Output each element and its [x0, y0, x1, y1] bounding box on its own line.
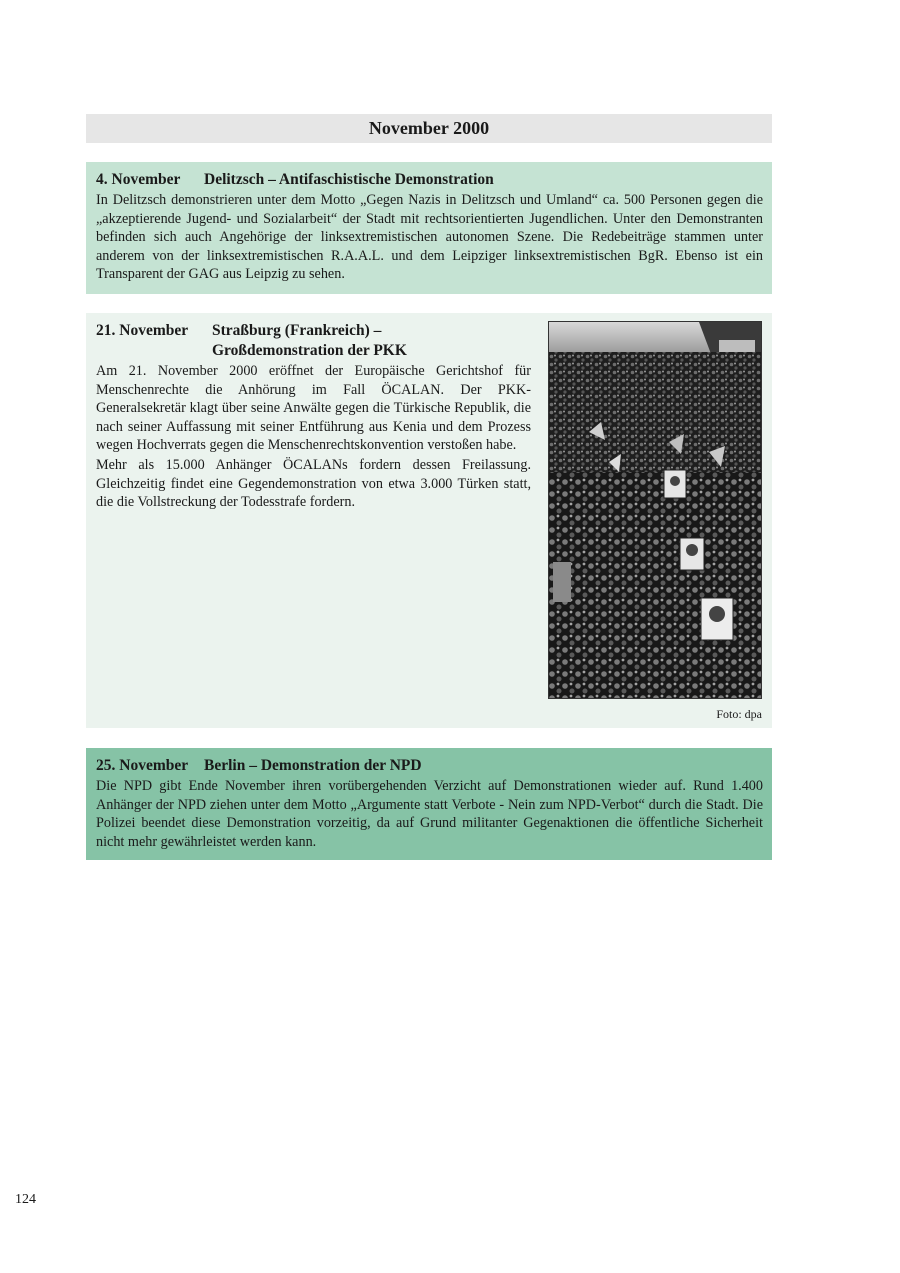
entry-25-november: [86, 748, 772, 860]
photo-credit: Foto: dpa: [716, 707, 762, 721]
demonstration-photo: [548, 321, 762, 699]
entry-title-line2: Großdemonstration der PKK: [212, 342, 407, 359]
entry-21-november: [86, 313, 772, 728]
entry-date: 21. November: [96, 322, 189, 339]
entry-4-november: [86, 162, 772, 294]
entry-title-line1: Straßburg (Frankreich) –: [212, 322, 382, 339]
entry-title: Berlin – Demonstration der NPD: [204, 757, 422, 774]
entry-title: Delitzsch – Antifaschistische Demonstration: [204, 171, 494, 188]
entry-heading: [96, 321, 531, 361]
entry-text-paragraph-2: Mehr als 15.000 Anhänger ÖCALANs fordern dessen Freilassung. Gleichzeitig findet eine Gegendemonstration von etwa 3.000 Türken statt, die die Vollstreckung der Todesstrafe fordern.: [96, 456, 531, 511]
entry-text: Die NPD gibt Ende November ihren vorübergehenden Verzicht auf Demonstrationen wieder auf. Rund 1.400 Anhänger der NPD ziehen unter dem Motto „Argumente statt Verbote - Nein zum NPD-Verbot“ durch die Stadt. Die Polizei beendet diese Demonstration vorzeitig, da auf Grund militanter Gegenaktionen die öffentliche Sicherheit nicht mehr gewährleistet werden kann.: [96, 778, 763, 850]
entry-text: In Delitzsch demonstrieren unter dem Motto „Gegen Nazis in Delitzsch und Umland“ ca. 500 Personen gegen die „akzeptierende Jugend- und Sozialarbeit“ der Stadt mit rechtsorientierten Jugendlichen. Unter den Demonstranten befinden sich auch Angehörige der linksextremistischen autonomen Szene. Die Redebeiträge stammen unter anderem von der linksextremistischen R.A.A.L. und dem Leipziger linksextremistischen BgR. Ebenso ist ein Transparent der GAG aus Leipzig zu sehen.: [96, 192, 763, 283]
entry-text-paragraph-1: Am 21. November 2000 eröffnet der Europäische Gerichtshof für Menschenrechte die Anhörung im Fall ÖCALAN. Der PKK-Generalsekretär klagt über seine Anwälte gegen die Türkische Republik, die nach seiner Auffassung mit seiner Entführung aus Kenia und dem Prozess wegen Hochverrats gegen die Menschenrechtskonvention verstoßen habe.: [96, 363, 531, 454]
entry-heading: [96, 756, 763, 776]
entry-heading: [96, 170, 763, 190]
entry-date: 25. November: [96, 757, 189, 774]
entry-date: 4. November: [96, 171, 181, 188]
page-number: 124: [15, 1192, 36, 1207]
month-header: November 2000: [86, 114, 772, 143]
